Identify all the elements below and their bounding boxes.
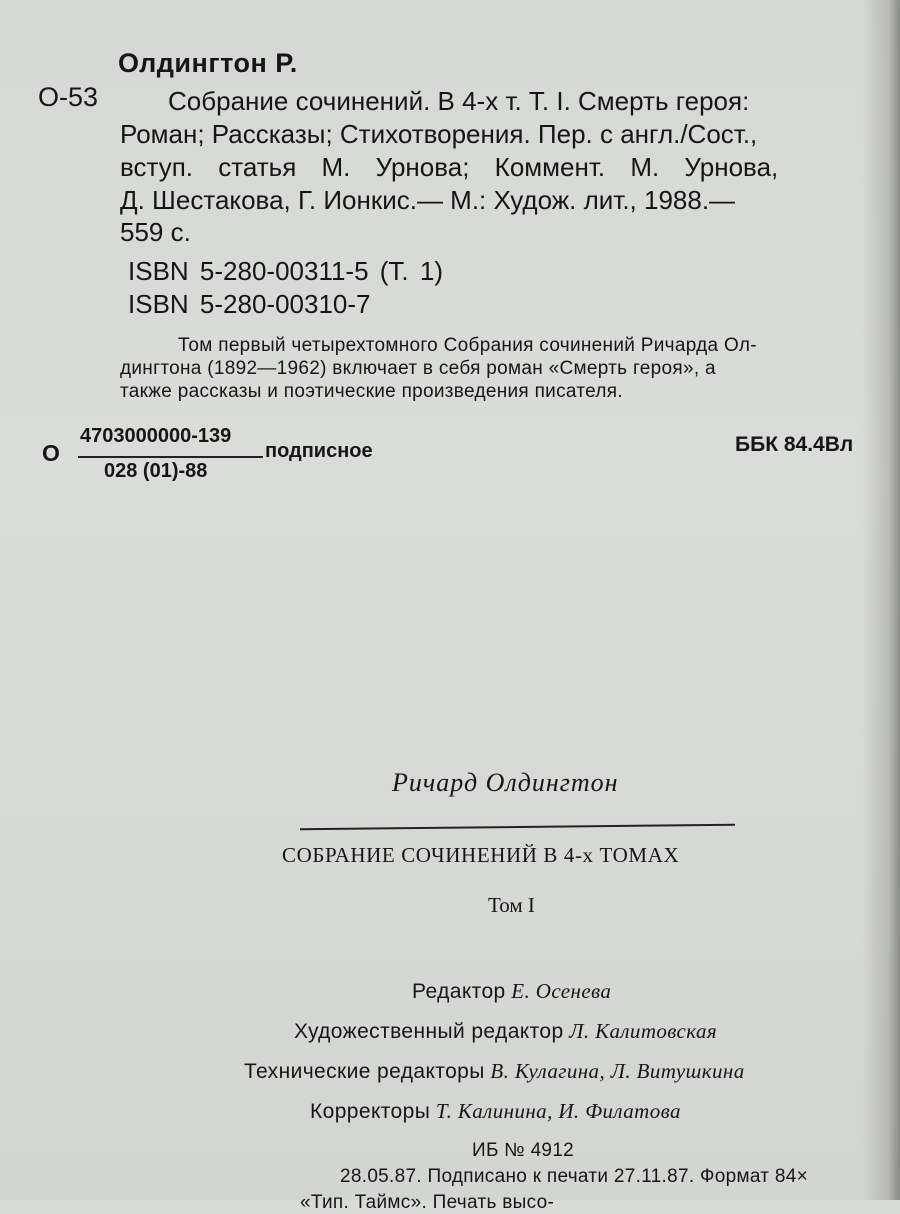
bibliographic-line: Роман; Рассказы; Стихотворения. Пер. с англ./Сост., <box>120 119 758 149</box>
classification-denominator: 028 (01)-88 <box>104 460 208 482</box>
annotation-line: дингтона (1892—1962) включает в себя роман «Смерть героя», а <box>120 358 716 379</box>
credit-name: Л. Калитовская <box>569 1019 718 1043</box>
isbn-set: ISBN 5-280-00310-7 <box>128 289 371 319</box>
credit-role: Редактор <box>412 980 506 1003</box>
bibliographic-line: Д. Шестакова, Г. Ионкис.— М.: Худож. лит., 1988.— <box>120 185 736 215</box>
collection-title: СОБРАНИЕ СОЧИНЕНИЙ В 4-х ТОМАХ <box>282 843 680 867</box>
volume-label: Том I <box>488 893 535 917</box>
fraction-bar <box>78 456 263 458</box>
page-edge-shadow <box>862 0 900 1200</box>
annotation-line: также рассказы и поэтические произведения писателя. <box>120 381 623 402</box>
credit-name: Е. Осенева <box>511 979 612 1003</box>
bibliographic-line: Собрание сочинений. В 4-х т. Т. I. Смерть героя: <box>168 86 750 116</box>
catalog-card-author: Олдингтон Р. <box>118 48 298 78</box>
catalog-card-code: О-53 <box>38 82 99 112</box>
credit-proofreaders <box>310 1099 681 1124</box>
annotation-line: Том первый четырехтомного Собрания сочинений Ричарда Ол- <box>178 335 757 356</box>
classification-letter: О <box>42 440 60 466</box>
credit-role: Технические редакторы <box>244 1060 485 1083</box>
bbk-code: ББК 84.4Вл <box>735 433 854 456</box>
bibliographic-line: вступ. статья М. Урнова; Коммент. М. Урнова, <box>120 152 779 182</box>
credit-role: Художественный редактор <box>294 1020 564 1043</box>
isbn-volume: ISBN 5-280-00311-5 (Т. 1) <box>128 256 443 286</box>
credit-art-editor <box>294 1019 717 1044</box>
bibliographic-line: 559 с. <box>120 217 191 247</box>
credit-name: Т. Калинина, И. Филатова <box>435 1099 681 1123</box>
imprint-line: «Тип. Таймс». Печать высо- <box>300 1192 555 1213</box>
imprint-line: ИБ № 4912 <box>472 1140 575 1161</box>
credit-tech-editors <box>244 1059 745 1084</box>
subscription-note: подписное <box>265 440 373 462</box>
credit-editor <box>412 979 611 1004</box>
imprint-line: 28.05.87. Подписано к печати 27.11.87. Формат 84× <box>340 1166 808 1187</box>
credit-name: В. Кулагина, Л. Витушкина <box>490 1059 745 1083</box>
credit-role: Корректоры <box>310 1100 431 1123</box>
classification-numerator: 4703000000-139 <box>80 425 232 447</box>
title-divider <box>300 824 735 831</box>
title-author: Ричард Олдингтон <box>392 768 619 797</box>
